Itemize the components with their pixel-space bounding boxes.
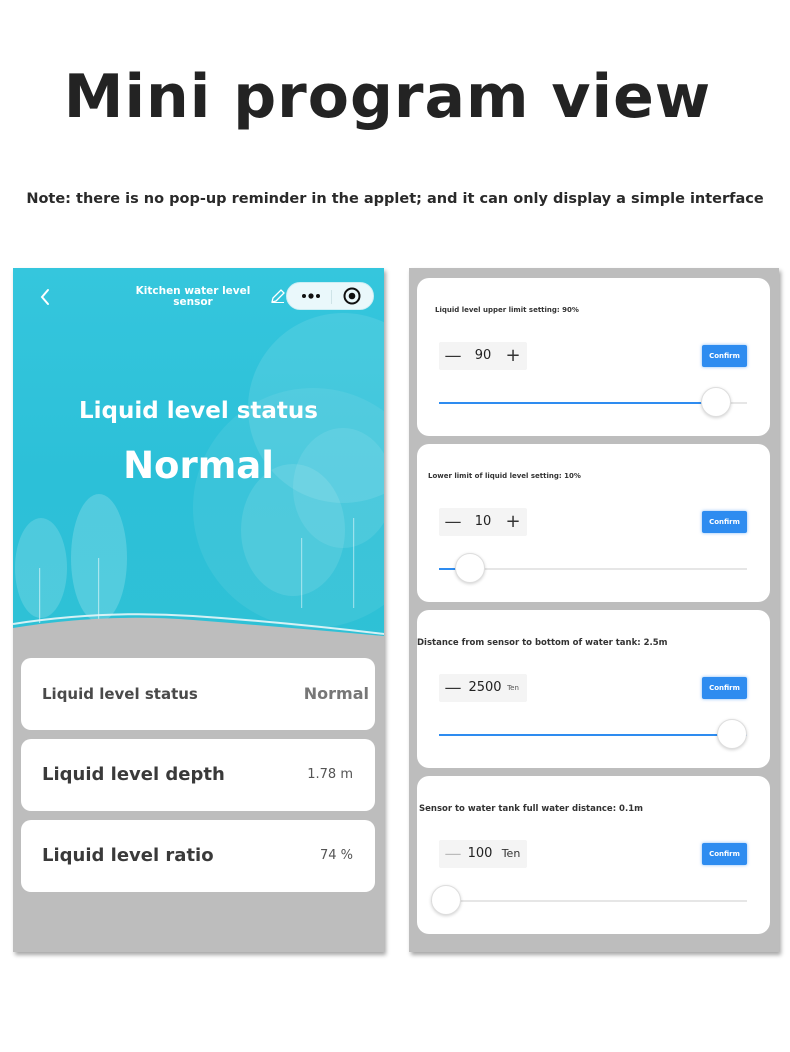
confirm-button[interactable]: Confirm — [702, 511, 747, 533]
capsule-divider — [331, 290, 332, 304]
menu-capsule — [286, 282, 374, 310]
decrement-button[interactable]: — — [444, 678, 462, 698]
quantity-stepper — [439, 508, 527, 536]
decrement-button[interactable]: — — [444, 844, 462, 864]
setting-label: Lower limit of liquid level setting: 10% — [428, 472, 581, 480]
depth-card-label: Liquid level depth — [42, 764, 225, 785]
edit-button[interactable] — [270, 288, 286, 304]
stepper-unit: Ten — [501, 847, 521, 860]
pencil-icon — [270, 288, 286, 304]
stepper-value[interactable]: 2500 — [468, 680, 502, 695]
depth-card — [21, 739, 375, 811]
close-miniprogram-button[interactable] — [343, 287, 361, 305]
setting-label: Distance from sensor to bottom of water tank: 2.5m — [417, 638, 668, 648]
quantity-stepper — [439, 840, 527, 868]
decrement-button[interactable]: — — [444, 346, 462, 366]
depth-card-value: 1.78 m — [307, 767, 353, 782]
status-hero — [13, 268, 384, 648]
page-title: Mini program view — [63, 62, 712, 132]
increment-button[interactable]: + — [505, 345, 521, 366]
ratio-card — [21, 820, 375, 892]
level-slider[interactable] — [439, 734, 747, 736]
lower-limit-setting — [417, 444, 770, 602]
nav-title: Kitchen water level sensor — [135, 285, 251, 308]
increment-button[interactable]: + — [505, 511, 521, 532]
bottom-distance-setting — [417, 610, 770, 768]
setting-label: Liquid level upper limit setting: 90% — [435, 306, 579, 314]
stepper-value[interactable]: 100 — [467, 846, 493, 861]
upper-limit-setting — [417, 278, 770, 436]
slider-thumb[interactable] — [455, 553, 485, 583]
right-phone-screen — [409, 268, 779, 952]
status-card-value: Normal — [303, 684, 369, 703]
slider-thumb[interactable] — [701, 387, 731, 417]
back-button[interactable] — [33, 285, 57, 309]
page-note: Note: there is no pop-up reminder in the applet; and it can only display a simple interface — [26, 191, 764, 207]
stepper-value[interactable]: 10 — [474, 514, 492, 529]
target-circle-icon — [343, 287, 361, 305]
level-slider[interactable] — [431, 900, 747, 902]
confirm-button[interactable]: Confirm — [702, 843, 747, 865]
hero-status-label: Liquid level status — [79, 398, 318, 424]
confirm-button[interactable]: Confirm — [702, 677, 747, 699]
level-slider[interactable] — [439, 568, 747, 570]
status-card — [21, 658, 375, 730]
level-slider[interactable] — [439, 402, 747, 404]
decrement-button[interactable]: — — [444, 512, 462, 532]
hero-status-value: Normal — [123, 444, 274, 487]
chevron-left-icon — [33, 285, 57, 309]
quantity-stepper — [439, 342, 527, 370]
left-phone-screen — [13, 268, 384, 952]
ratio-card-value: 74 % — [319, 848, 353, 863]
stepper-unit: Ten — [507, 684, 519, 692]
ratio-card-label: Liquid level ratio — [42, 845, 214, 866]
confirm-button[interactable]: Confirm — [702, 345, 747, 367]
status-card-label: Liquid level status — [42, 685, 198, 703]
slider-thumb[interactable] — [717, 719, 747, 749]
quantity-stepper — [439, 674, 527, 702]
full-distance-setting — [417, 776, 770, 934]
slider-thumb[interactable] — [431, 885, 461, 915]
more-dots-icon — [300, 288, 322, 304]
slider-fill — [439, 734, 747, 736]
setting-label: Sensor to water tank full water distance: 0.1m — [419, 804, 643, 814]
more-button[interactable] — [300, 288, 322, 304]
stepper-value[interactable]: 90 — [474, 348, 492, 363]
slider-fill — [439, 402, 716, 404]
